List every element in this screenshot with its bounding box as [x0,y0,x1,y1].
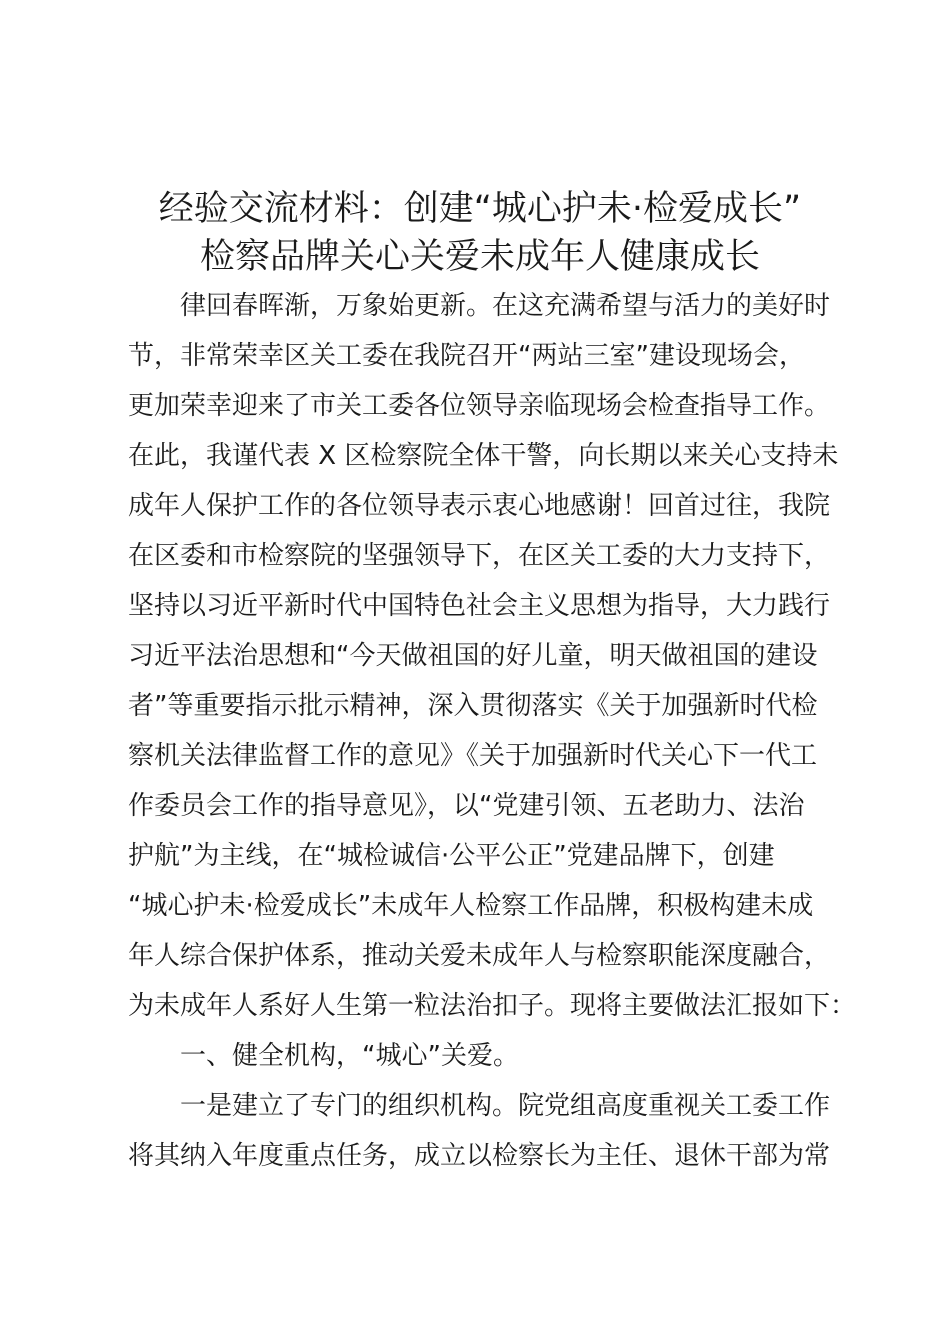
body-line: 坚持以习近平新时代中国特色社会主义思想为指导，大力践行 [128,591,831,621]
body-line: 者”等重要指示批示精神，深入贯彻落实《关于加强新时代检 [128,691,818,721]
body-line: 一是建立了专门的组织机构。院党组高度重视关工委工作 [180,1091,831,1121]
document-body [128,287,857,1187]
body-line: 年人综合保护体系，推动关爱未成年人与检察职能深度融合， [128,941,831,971]
body-line: 习近平法治思想和“今天做祖国的好儿童，明天做祖国的建设 [128,641,818,671]
body-line: 在此，我谨代表 X 区检察院全体干警，向长期以来关心支持未 [128,441,839,471]
body-line: 成年人保护工作的各位领导表示衷心地感谢！回首过往，我院 [128,491,831,521]
body-line: 更加荣幸迎来了市关工委各位领导亲临现场会检查指导工作。 [128,391,831,421]
body-line: 为未成年人系好人生第一粒法治扣子。现将主要做法汇报如下： [128,991,857,1021]
body-line: 节，非常荣幸区关工委在我院召开“两站三室”建设现场会， [128,341,805,371]
document-title-line-1: 经验交流材料：创建“城心护未·检爱成长” [158,189,802,229]
body-line: 察机关法律监督工作的意见》《关于加强新时代关心下一代工 [128,741,818,771]
body-line: 护航”为主线，在“城检诚信·公平公正”党建品牌下，创建 [128,841,775,871]
body-line: 将其纳入年度重点任务，成立以检察长为主任、退休干部为常 [128,1141,831,1171]
section-heading: 一、健全机构，“城心”关爱。 [180,1041,519,1071]
body-line: “城心护未·检爱成长”未成年人检察工作品牌，积极构建未成 [128,891,814,921]
body-line: 在区委和市检察院的坚强领导下，在区关工委的大力支持下， [128,541,831,571]
body-line: 作委员会工作的指导意见》，以“党建引领、五老助力、法治 [128,791,805,821]
body-line: 律回春晖渐，万象始更新。在这充满希望与活力的美好时 [180,291,831,321]
document-title-line-2: 检察品牌关心关爱未成年人健康成长 [199,237,760,277]
